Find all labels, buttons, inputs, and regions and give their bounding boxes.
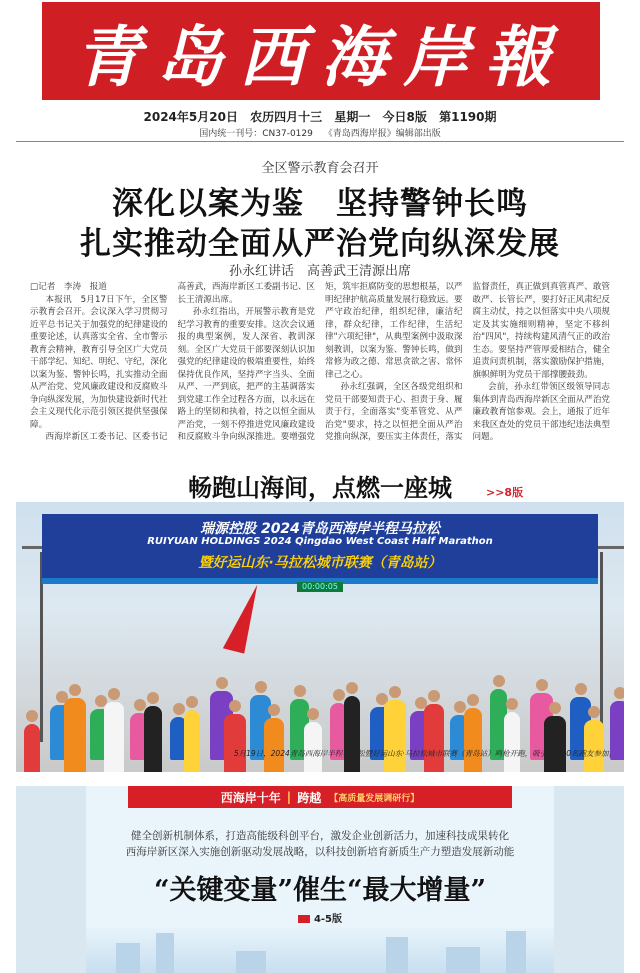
paragraph: 矩，筑牢拒腐防变的思想根基，以严明纪律护航高质量发展行稳致远。要严守政治纪律，组织纪律，廉洁纪律，群众纪律，工作纪律，生活纪律"六项纪律"，从典型案例中汲取深刻教训，以案为鉴、警钟长鸣，做到常修为政之德、常思贪欲之害、常怀律己之心。 xyxy=(325,282,463,380)
runner xyxy=(104,702,124,772)
runner xyxy=(544,716,566,772)
series-separator: | xyxy=(286,790,292,804)
paragraph: 孙永红指出，开展警示教育是党纪学习教育的重要安排。这次会议通报的典型案例，发人深省、教训深刻。全区广大党员干部要深刻认识加强党的纪律建设的极端重要性，始终保持优良作风，坚持严字当头、全面从严、一严到底，把严的主基调落实到党建工作全过程各方面，以永远在路上的坚韧和执着，持之以恒全面从严治党，一刻不停推进党风廉政建设和反腐败斗争向纵深推进。要增强党 xyxy=(177,307,315,442)
runner-head xyxy=(333,689,345,701)
runner-head xyxy=(575,683,587,695)
marathon-photo-story xyxy=(16,462,624,772)
divider xyxy=(16,141,624,142)
runner xyxy=(344,696,360,772)
series-tag: 【高质量发展调研行】 xyxy=(329,793,420,804)
runner-head xyxy=(216,677,228,689)
lead-subhead: 孙永红讲话 高善武王清源出席 xyxy=(228,264,411,279)
arch-english: RUIYUAN HOLDINGS 2024 Qingdao West Coast Half Marathon xyxy=(147,536,493,547)
skyline xyxy=(86,926,554,973)
building xyxy=(116,943,140,973)
runner-head xyxy=(506,698,518,710)
body-column-1 xyxy=(30,281,168,443)
lead-body xyxy=(30,281,610,443)
masthead-title: 青岛西海岸報 xyxy=(75,17,567,96)
runner-head xyxy=(26,710,38,722)
publication-info xyxy=(0,126,640,139)
banner-right-edge xyxy=(554,786,624,973)
feature-deck-1: 健全创新机制体系，打造高能级科创平台，激发企业创新活力，加速科技成果转化 xyxy=(131,830,509,842)
lead-headline-2[interactable]: 扎实推动全面从严治党向纵深发展 xyxy=(80,226,560,262)
paragraph: 监督责任，真正做到真管真严、敢管敢严、长管长严，要打好正风肃纪反腐主动仗，持之以恒落实中央八项规定及其实施细则精神，坚定不移纠治"四风"，持续构建风清气正的政治生态。要坚持严管厚爱相结合，健全追责问责机制，落实激励保护措施，旗帜鲜明为党员干部撑腰鼓劲。 xyxy=(472,282,610,380)
runner xyxy=(504,712,520,772)
runner xyxy=(384,700,406,772)
photo-page-ref[interactable]: >>8版 xyxy=(486,486,524,499)
runner-head xyxy=(186,696,198,708)
runner-head xyxy=(147,692,159,704)
runner-head xyxy=(588,706,600,718)
runner-head xyxy=(536,679,548,691)
runner-head xyxy=(428,690,440,702)
photo-headline[interactable]: 畅跑山海间，点燃一座城 xyxy=(188,474,452,502)
runner-head xyxy=(493,675,505,687)
paragraph: 西海岸新区工委书记、区委书记 xyxy=(45,432,168,442)
runner-head xyxy=(549,702,561,714)
paragraph: 会前，孙永红带领区级领导同志集体到青岛西海岸新区全面从严治党廉政教育馆参观。会上，通报了近年来我区查处的党员干部违纪违法典型问题。 xyxy=(472,382,610,442)
page-ref-marker xyxy=(298,915,310,923)
lead-headline-1[interactable]: 深化以案为鉴 坚持警钟长鸣 xyxy=(112,186,528,222)
building xyxy=(156,933,174,973)
lead-kicker: 全区警示教育会召开 xyxy=(261,161,379,176)
body-column-3 xyxy=(325,281,463,443)
photo-caption: 5月19日，2024青岛西海岸半程马拉松暨好运山东·马拉松城市联赛（青岛站）鸣枪开跑，吸引15000名跑友参加。 xyxy=(233,749,616,758)
runner-head xyxy=(69,684,81,696)
runner-head xyxy=(255,681,267,693)
runner-head xyxy=(268,704,280,716)
masthead xyxy=(42,2,600,100)
runner-head xyxy=(467,694,479,706)
runner-head xyxy=(389,686,401,698)
runner-head xyxy=(454,701,466,713)
weekday: 星期一 xyxy=(334,110,371,124)
race-clock: 00:00:05 xyxy=(297,582,343,592)
date: 2024年5月20日 xyxy=(143,110,238,124)
lunar-date: 农历四月十三 xyxy=(250,110,323,124)
feature-title[interactable]: “关键变量”催生“最大增量” xyxy=(153,875,487,906)
runner xyxy=(264,718,284,772)
issue-number: 第1190期 xyxy=(439,110,497,124)
body-column-4 xyxy=(473,281,611,443)
runner xyxy=(144,706,162,772)
arch-title: 瑞源控股 2024青岛西海岸半程马拉松 xyxy=(200,521,440,537)
feature-page-label: 4-5版 xyxy=(313,914,343,925)
runner-head xyxy=(134,699,146,711)
banner-left-edge xyxy=(16,786,86,973)
runner-head xyxy=(307,708,319,720)
runner-head xyxy=(229,700,241,712)
building xyxy=(386,937,408,973)
page-count: 今日8版 xyxy=(382,110,427,124)
publisher: 《青岛西海岸报》编辑部出版 xyxy=(323,129,441,139)
building xyxy=(446,947,480,973)
feature-deck-2: 西海岸新区深入实施创新驱动发展战略，以科技创新培育新质生产力塑造发展新动能 xyxy=(125,846,515,858)
runner xyxy=(424,704,444,772)
series-name: 西海岸十年 xyxy=(220,790,281,805)
runner-head xyxy=(173,703,185,715)
arch-subtitle: 暨好运山东·马拉松城市联赛（青岛站） xyxy=(198,555,442,571)
feature-page-ref[interactable] xyxy=(86,910,554,925)
paragraph: 高善武，西海岸新区工委副书记、区长王清源出席。 xyxy=(177,282,315,305)
runner-head xyxy=(614,687,625,699)
dateline xyxy=(0,108,640,125)
byline: □记者 李涛 报道 xyxy=(30,282,107,292)
red-flag xyxy=(223,580,261,653)
building xyxy=(506,931,526,973)
runner xyxy=(304,722,322,772)
runner xyxy=(584,720,604,772)
runner-head xyxy=(108,688,120,700)
runner xyxy=(464,708,482,772)
runner xyxy=(224,714,246,772)
runner-head xyxy=(346,682,358,694)
series-header xyxy=(128,786,512,808)
runner xyxy=(184,710,200,772)
building xyxy=(236,951,266,973)
series-name-2: 跨越 xyxy=(297,790,322,805)
paragraph: 本报讯 5月17日下午，全区警示教育会召开。会议深入学习贯彻习近平总书记关于加强党的纪律建设的重要论述，认真落实全省、全市警示教育会精神，教育引导全区广大党员干部学纪、知纪、明纪、守纪，深化以案为鉴、警钟长鸣，扎实推动全面从严治党、党风廉政建设和反腐败斗争向纵深发展，为加快建设新时代社会主义现代化示范引领区提供坚强保障。 xyxy=(30,294,168,430)
feature-banner[interactable] xyxy=(86,786,554,973)
runner xyxy=(64,698,86,772)
start-arch xyxy=(42,514,598,584)
runner-head xyxy=(294,685,306,697)
body-column-2 xyxy=(178,281,316,443)
serial-number: 国内统一刊号：CN37-0129 xyxy=(199,129,313,139)
paragraph: 孙永红强调，全区各级党组织和党员干部要知责于心、担责于身、履责于行，全面落实"变革管党、从严治党"要求，持之以恒把全面从严治党推向纵深，要压实主体责任，落实 xyxy=(325,382,463,442)
